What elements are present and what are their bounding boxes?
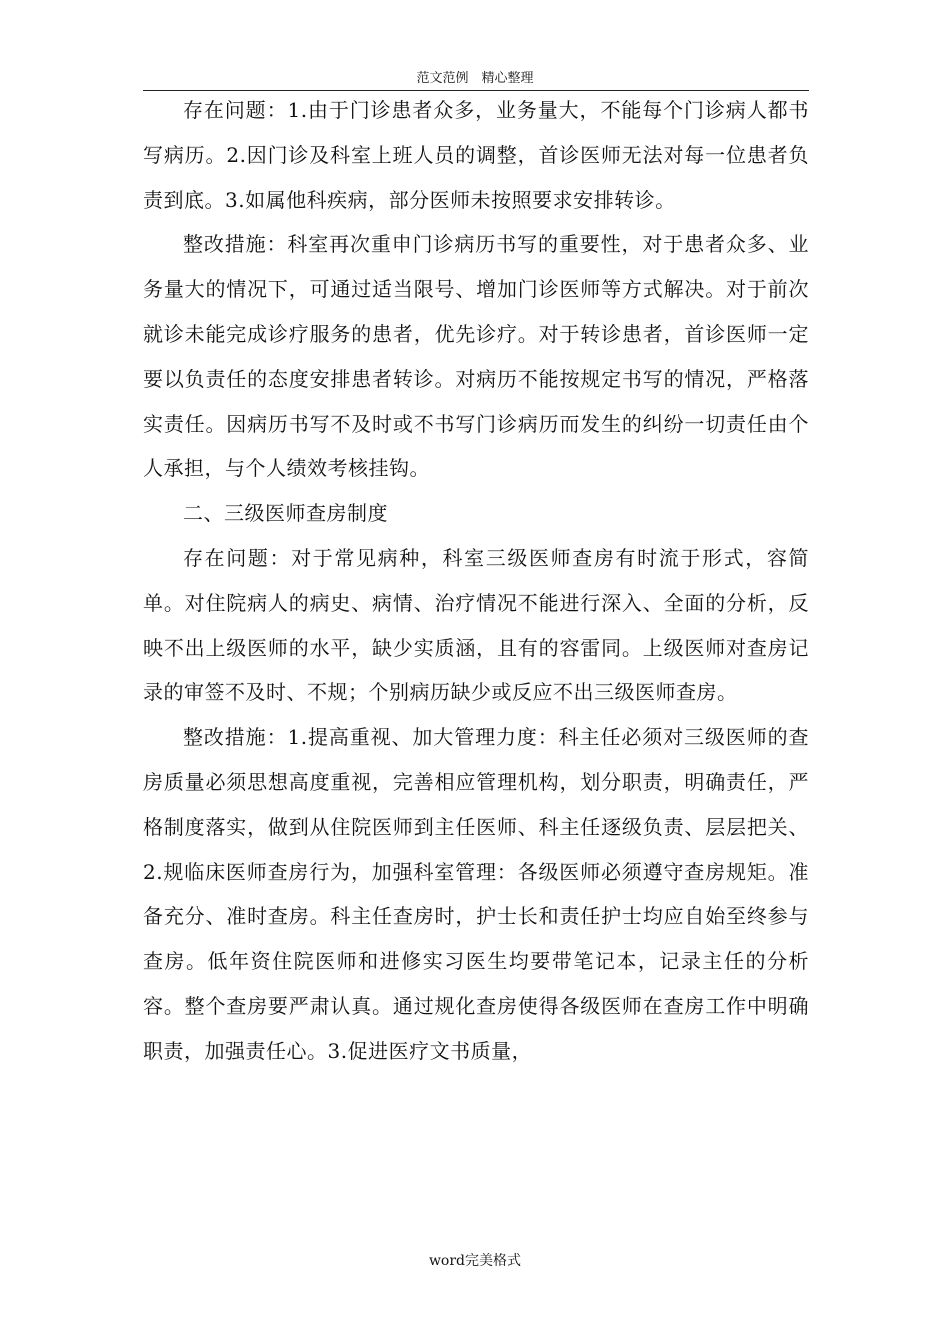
paragraph-ward-rounds-measures: 整改措施：1.提高重视、加大管理力度：科主任必须对三级医师的查房质量必须思想高度重视，完善相应管理机构，划分职责，明确责任，严格制度落实，做到从住院医师到主任医师、科主任逐级负责、层层把关、2.规临床医师查房行为，加强科室管理：各级医师必须遵守查房规矩。准备充分、准时查房。科主任查房时，护士长和责任护士均应自始至终参与查房。低年资住院医师和进修实习医生均要带笔记本，记录主任的分析容。整个查房要严肃认真。通过规化查房使得各级医师在查房工作中明确职责，加强责任心。3.促进医疗文书质量， (143, 725, 809, 1063)
paragraph-outpatient-problems: 存在问题：1.由于门诊患者众多，业务量大，不能每个门诊病人都书写病历。2.因门诊及科室上班人员的调整，首诊医师无法对每一位患者负责到底。3.如属他科疾病，部分医师未按照要求安排转诊。 (143, 98, 809, 212)
paragraph-outpatient-measures: 整改措施：科室再次重申门诊病历书写的重要性，对于患者众多、业务量大的情况下，可通过适当限号、增加门诊医师等方式解决。对于前次就诊未能完成诊疗服务的患者，优先诊疗。对于转诊患者，首诊医师一定要以负责任的态度安排患者转诊。对病历不能按规定书写的情况，严格落实责任。因病历书写不及时或不书写门诊病历而发生的纠纷一切责任由个人承担，与个人绩效考核挂钩。 (143, 232, 809, 481)
paragraph-ward-rounds-problems: 存在问题：对于常见病种，科室三级医师查房有时流于形式，容简单。对住院病人的病史、病情、治疗情况不能进行深入、全面的分析，反映不出上级医师的水平，缺少实质涵，且有的容雷同。上级医师对查房记录的审签不及时、不规；个别病历缺少或反应不出三级医师查房。 (143, 545, 809, 705)
document-body (143, 88, 809, 1074)
page-footer: word完美格式 (428, 1253, 522, 1269)
page-header: 范文范例 精心整理 (416, 71, 534, 86)
section-heading-ward-rounds: 二、三级医师查房制度 (183, 501, 388, 526)
